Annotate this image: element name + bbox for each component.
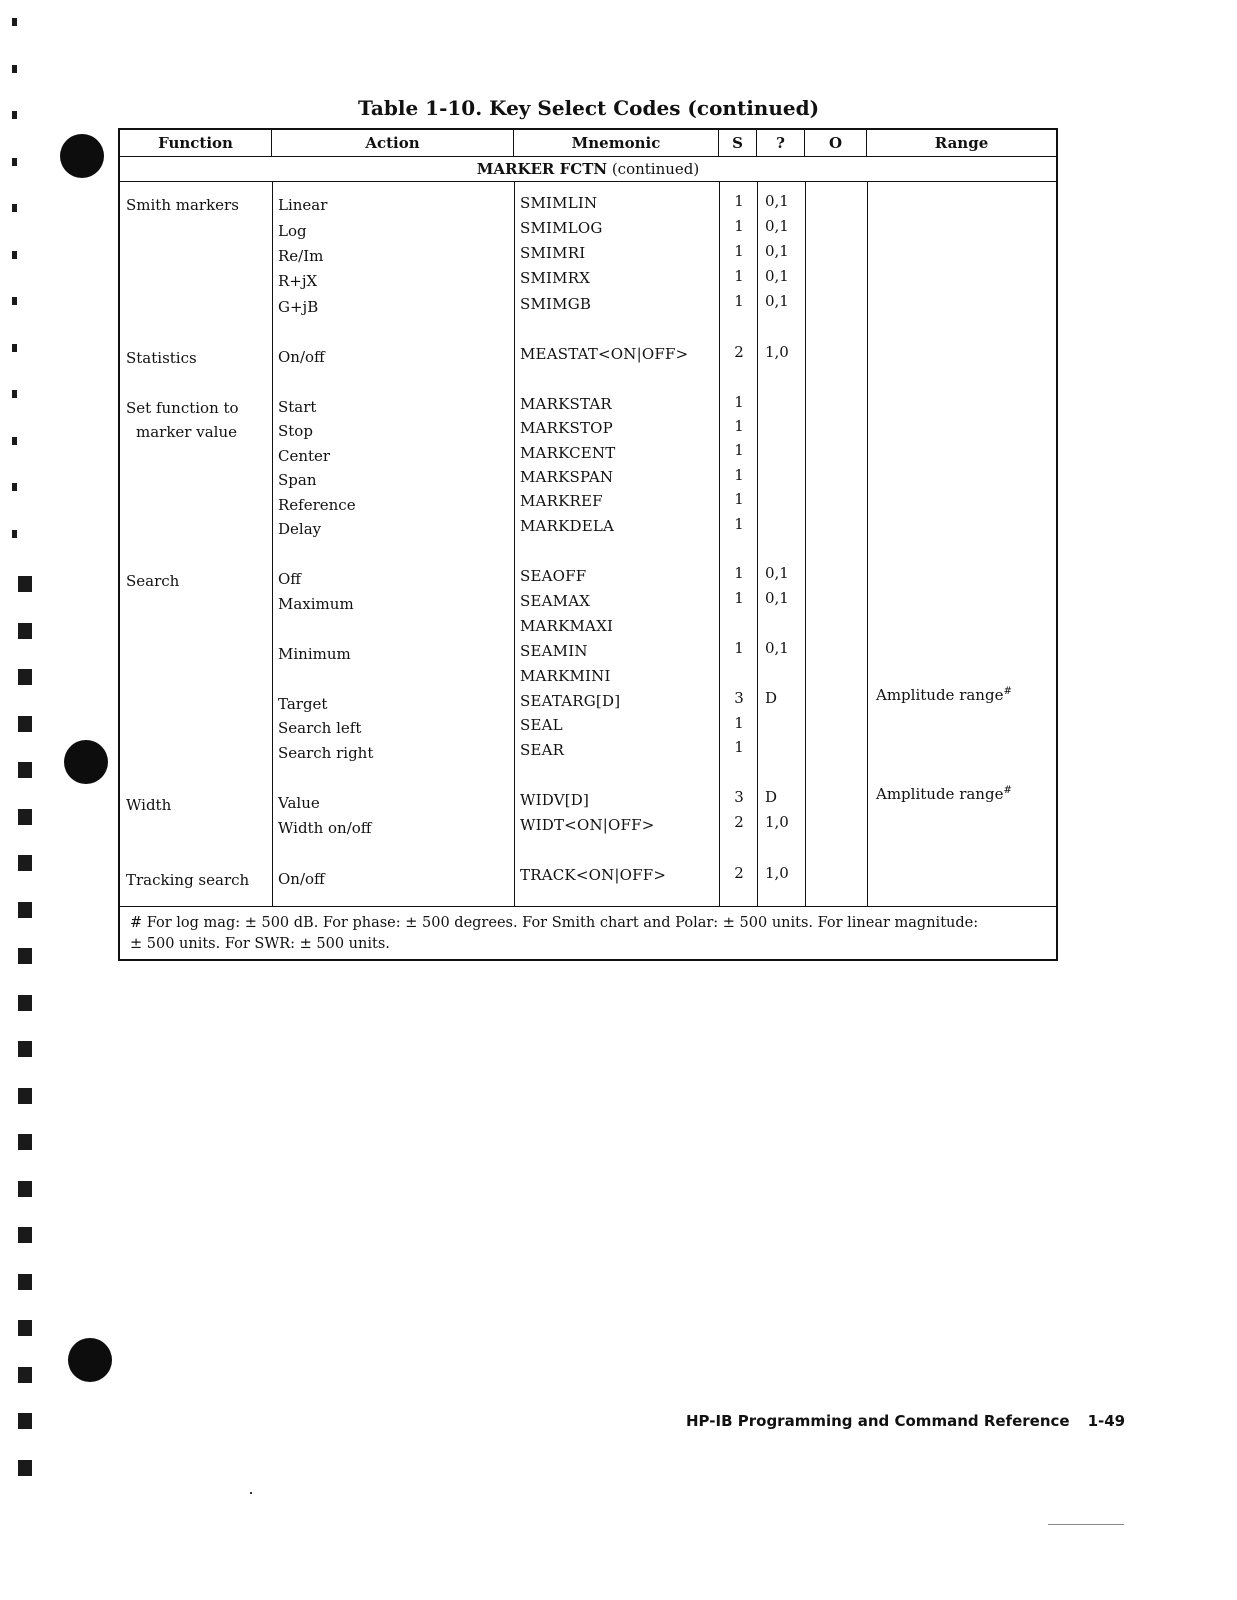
binding-mark	[18, 762, 32, 778]
binding-mark	[18, 995, 32, 1011]
action-label: Delay	[278, 520, 322, 538]
table-body	[120, 182, 1056, 907]
binding-mark	[18, 1274, 32, 1290]
column-divider	[867, 182, 868, 906]
punch-hole	[60, 134, 104, 178]
binding-mark	[18, 1320, 32, 1336]
action-label: R+jX	[278, 272, 318, 290]
s-value: 1	[734, 217, 744, 235]
function-label: Tracking search	[126, 871, 250, 889]
binding-mark	[18, 1367, 32, 1383]
footer-text: HP-IB Programming and Command Reference	[686, 1412, 1070, 1430]
range-text: Amplitude range	[876, 785, 1004, 803]
binding-mark	[18, 1134, 32, 1150]
action-label: Search left	[278, 719, 362, 737]
column-divider	[514, 182, 515, 906]
footnote-marker: #	[1003, 686, 1012, 697]
mnemonic: MARKMAXI	[520, 617, 614, 635]
s-value: 2	[734, 864, 744, 882]
table-footnote	[120, 907, 1056, 959]
mnemonic: MARKCENT	[520, 444, 616, 462]
action-label: Reference	[278, 496, 356, 514]
s-value: 1	[734, 417, 744, 435]
binding-mark	[12, 437, 17, 445]
mnemonic: SEAMAX	[520, 592, 591, 610]
binding-edge	[8, 0, 48, 1560]
binding-mark	[18, 948, 32, 964]
query-value: 0,1	[765, 192, 789, 210]
column-header-mnemonic: Mnemonic	[514, 130, 719, 156]
mnemonic: MARKSTAR	[520, 395, 612, 413]
binding-mark	[18, 1181, 32, 1197]
s-value: 1	[734, 267, 744, 285]
query-value: 0,1	[765, 242, 789, 260]
page-number: 1-49	[1087, 1412, 1126, 1430]
query-value: 0,1	[765, 639, 789, 657]
action-label: Linear	[278, 196, 328, 214]
action-label: Start	[278, 398, 317, 416]
binding-mark	[18, 623, 32, 639]
s-value: 1	[734, 292, 744, 310]
column-header-function: Function	[120, 130, 272, 156]
s-value: 1	[734, 490, 744, 508]
function-label: Statistics	[126, 349, 197, 367]
binding-mark	[12, 297, 17, 305]
action-label: Minimum	[278, 645, 351, 663]
s-value: 1	[734, 589, 744, 607]
action-label: Off	[278, 570, 301, 588]
query-value: 0,1	[765, 564, 789, 582]
scan-speck	[250, 1492, 252, 1494]
query-value: 1,0	[765, 864, 789, 882]
s-value: 1	[734, 192, 744, 210]
table-header	[120, 130, 1056, 157]
query-value: 1,0	[765, 813, 789, 831]
punch-hole	[68, 1338, 112, 1382]
s-value: 3	[734, 689, 744, 707]
mnemonic: SEAR	[520, 741, 565, 759]
binding-mark	[18, 716, 32, 732]
action-label: Stop	[278, 422, 313, 440]
mnemonic: SEAMIN	[520, 642, 588, 660]
binding-mark	[12, 204, 17, 212]
binding-mark	[18, 902, 32, 918]
punch-hole	[64, 740, 108, 784]
action-label: On/off	[278, 870, 325, 888]
mnemonic: MEASTAT<ON|OFF>	[520, 345, 689, 363]
column-divider	[272, 182, 273, 906]
binding-mark	[18, 855, 32, 871]
action-label: On/off	[278, 348, 325, 366]
binding-mark	[18, 1088, 32, 1104]
action-label: Target	[278, 695, 328, 713]
s-value: 1	[734, 738, 744, 756]
action-label: Value	[278, 794, 320, 812]
function-label: Set function to	[126, 399, 239, 417]
s-value: 1	[734, 564, 744, 582]
query-value: 0,1	[765, 217, 789, 235]
s-value: 1	[734, 515, 744, 533]
binding-mark	[18, 1413, 32, 1429]
s-value: 1	[734, 393, 744, 411]
footnote-line: # For log mag: ± 500 dB. For phase: ± 500 degrees. For Smith chart and Polar: ± 500 units. For linear magnitude:	[130, 915, 979, 931]
table-title: Table 1-10. Key Select Codes (continued)	[357, 96, 820, 120]
action-label: Search right	[278, 744, 374, 762]
query-value: D	[765, 689, 778, 707]
column-header-s: S	[719, 130, 757, 156]
query-value: D	[765, 788, 778, 806]
function-label: Search	[126, 572, 180, 590]
binding-mark	[18, 669, 32, 685]
binding-mark	[12, 18, 17, 26]
bottom-rule	[1048, 1524, 1124, 1525]
mnemonic: SEAOFF	[520, 567, 587, 585]
column-divider	[757, 182, 758, 906]
mnemonic: MARKREF	[520, 492, 603, 510]
s-value: 1	[734, 466, 744, 484]
column-header-range: Range	[934, 134, 989, 152]
s-value: 1	[734, 242, 744, 260]
function-label: Width	[126, 796, 172, 814]
binding-mark	[12, 65, 17, 73]
function-label: Smith markers	[126, 196, 239, 214]
mnemonic: SMIMGB	[520, 295, 592, 313]
s-value: 1	[734, 441, 744, 459]
query-value: 0,1	[765, 292, 789, 310]
mnemonic: MARKSPAN	[520, 468, 614, 486]
mnemonic: WIDT<ON|OFF>	[520, 816, 655, 834]
s-value: 3	[734, 788, 744, 806]
binding-mark	[12, 530, 17, 538]
footnote-line: ± 500 units. For SWR: ± 500 units.	[130, 936, 390, 952]
query-value: 0,1	[765, 267, 789, 285]
action-label: G+jB	[278, 298, 319, 316]
mnemonic: MARKSTOP	[520, 419, 613, 437]
action-label: Re/Im	[278, 247, 324, 265]
function-label: marker value	[136, 423, 237, 441]
binding-mark	[18, 576, 32, 592]
range-text: Amplitude range	[876, 686, 1004, 704]
action-label: Center	[278, 447, 331, 465]
mnemonic: TRACK<ON|OFF>	[520, 866, 667, 884]
action-label: Log	[278, 222, 307, 240]
column-header-query: ?	[757, 130, 805, 156]
mnemonic: SMIMRX	[520, 269, 591, 287]
page-footer	[686, 1412, 1125, 1430]
key-select-codes-table	[118, 128, 1058, 961]
binding-mark	[12, 111, 17, 119]
s-value: 2	[734, 343, 744, 361]
footnote-marker: #	[1003, 785, 1012, 796]
range-value	[876, 686, 1012, 704]
binding-mark	[12, 158, 17, 166]
mnemonic: SEAL	[520, 716, 563, 734]
query-value: 1,0	[765, 343, 789, 361]
action-label: Width on/off	[278, 819, 372, 837]
binding-mark	[18, 809, 32, 825]
mnemonic: MARKMINI	[520, 667, 611, 685]
mnemonic: MARKDELA	[520, 517, 615, 535]
binding-mark	[12, 390, 17, 398]
column-divider	[719, 182, 720, 906]
section-header	[120, 157, 1056, 182]
mnemonic: WIDV[D]	[520, 791, 590, 809]
column-divider	[805, 182, 806, 906]
action-label: Span	[278, 471, 317, 489]
range-value	[876, 785, 1012, 803]
section-suffix: (continued)	[607, 160, 700, 178]
mnemonic: SMIMLIN	[520, 194, 598, 212]
binding-mark	[12, 344, 17, 352]
action-label: Maximum	[278, 595, 354, 613]
mnemonic: SMIMLOG	[520, 219, 603, 237]
binding-mark	[18, 1227, 32, 1243]
query-value: 0,1	[765, 589, 789, 607]
section-name: MARKER FCTN	[476, 160, 608, 178]
binding-mark	[12, 483, 17, 491]
binding-mark	[18, 1041, 32, 1057]
s-value: 2	[734, 813, 744, 831]
column-header-action: Action	[272, 130, 514, 156]
mnemonic: SMIMRI	[520, 244, 586, 262]
s-value: 1	[734, 639, 744, 657]
column-header-o: O	[805, 130, 867, 156]
s-value: 1	[734, 714, 744, 732]
binding-mark	[12, 251, 17, 259]
binding-mark	[18, 1460, 32, 1476]
mnemonic: SEATARG[D]	[520, 692, 621, 710]
